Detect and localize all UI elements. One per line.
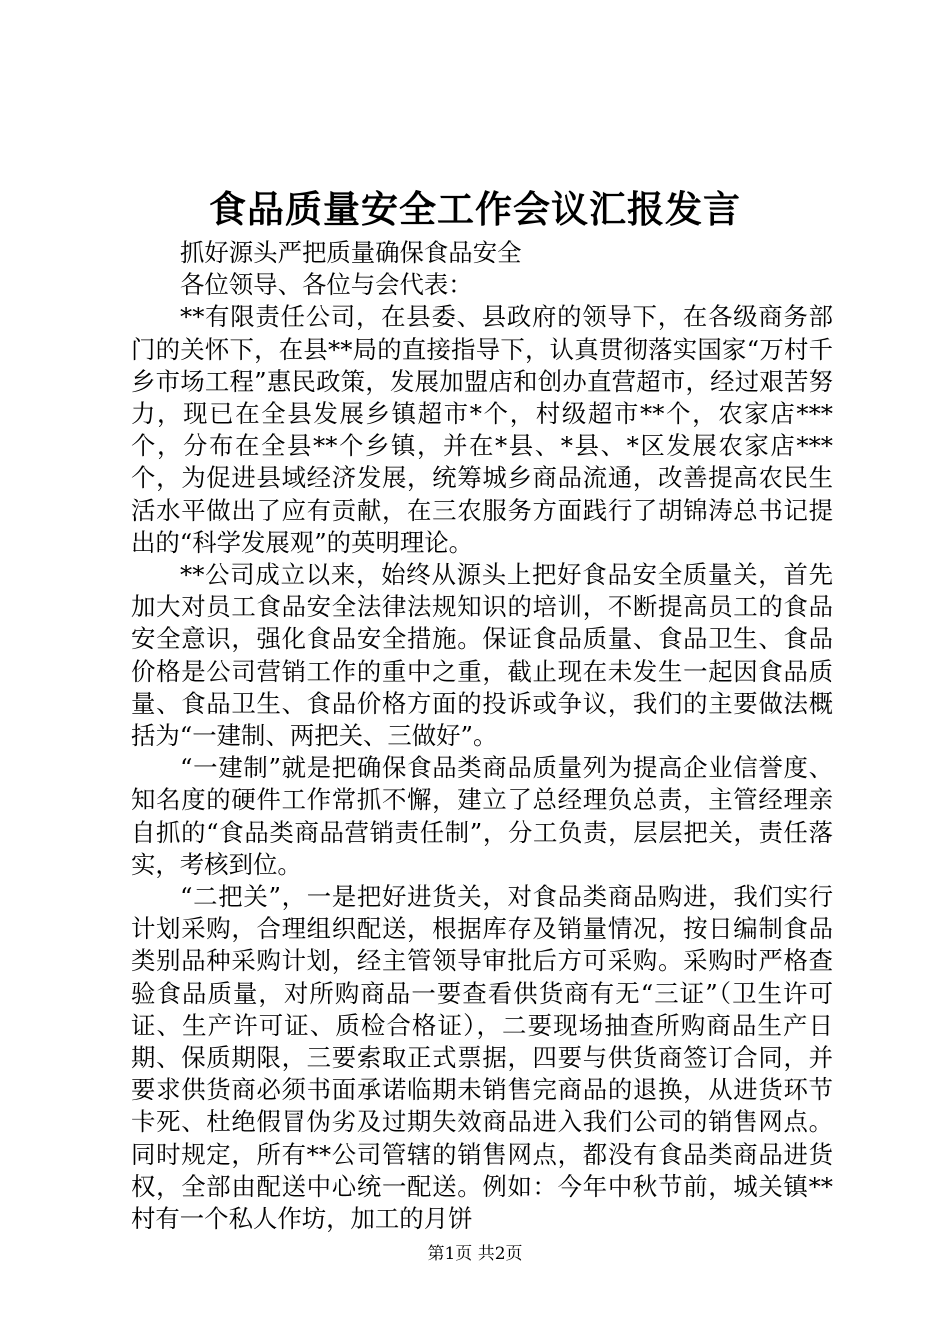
body-paragraph: **有限责任公司，在县委、县政府的领导下，在各级商务部门的关怀下，在县**局的直接指导下，认真贯彻落实国家“万村千乡市场工程”惠民政策，发展加盟店和创办直营超市，经过艰苦努力，现已在全县发展乡镇超市*个，村级超市**个，农家店***个，分布在全县**个乡镇，并在*县、*县、*区发展农家店***个，为促进县域经济发展，统筹城乡商品流通，改善提高农民生活水平做出了应有贡献，在三农服务方面践行了胡锦涛总书记提出的“科学发展观”的英明理论。 (131, 302, 833, 557)
document-title: 食品质量安全工作会议汇报发言 (209, 188, 741, 231)
body-paragraph: “二把关”，一是把好进货关，对食品类商品购进，我们实行计划采购，合理组织配送，根据库存及销量情况，按日编制食品类别品种采购计划，经主管领导审批后方可采购。采购时严格查验食品质量，对所购商品一要查看供货商有无“三证”（卫生许可证、生产许可证、质检合格证），二要现场抽查所购商品生产日期、保质期限，三要索取正式票据，四要与供货商签订合同，并要求供货商必须书面承诺临期未销售完商品的退换，从进货环节卡死、杜绝假冒伪劣及过期失效商品进入我们公司的销售网点。同时规定，所有**公司管辖的销售网点，都没有食品类商品进货权，全部由配送中心统一配送。例如：今年中秋节前，城关镇**村有一个私人作坊，加工的月饼 (131, 882, 833, 1234)
subtitle-paragraph: 抓好源头严把质量确保食品安全 (180, 238, 522, 267)
document-body (131, 237, 833, 1235)
salutation-paragraph: 各位领导、各位与会代表： (180, 270, 473, 300)
page-number-footer: 第1页 共2页 (427, 1244, 523, 1264)
body-paragraph: “一建制”就是把确保食品类商品质量列为提高企业信誉度、知名度的硬件工作常抓不懈，建立了总经理负总责，主管经理亲自抓的“食品类商品营销责任制”，分工负责，层层把关，责任落实，考核到位。 (131, 753, 833, 879)
body-paragraph: **公司成立以来，始终从源头上把好食品安全质量关，首先加大对员工食品安全法律法规知识的培训，不断提高员工的食品安全意识，强化食品安全措施。保证食品质量、食品卫生、食品价格是公司营销工作的重中之重，截止现在未发生一起因食品质量、食品卫生、食品价格方面的投诉或争议，我们的主要做法概括为“一建制、两把关、三做好”。 (131, 560, 833, 751)
